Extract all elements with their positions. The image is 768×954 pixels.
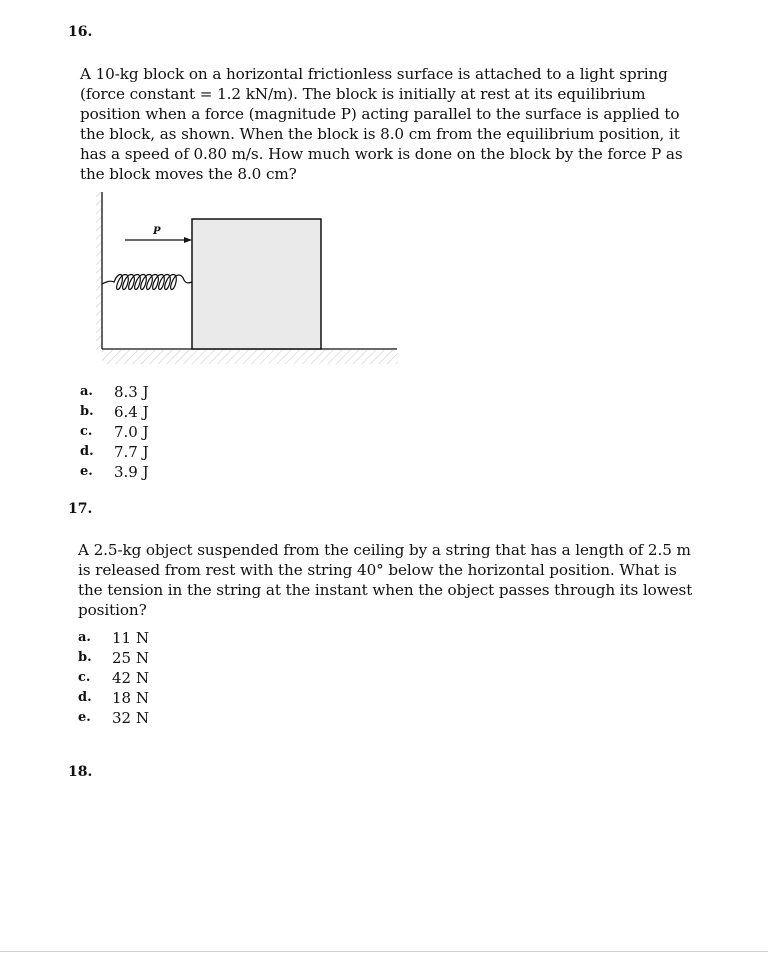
floor-hatching (102, 350, 398, 364)
choice-letter: b. (80, 404, 94, 419)
choice-value: 6.4 J (114, 403, 149, 421)
force-arrow-head (184, 237, 192, 243)
question-text-line: (force constant = 1.2 kN/m). The block is initially at rest at its equilibrium (80, 85, 646, 103)
question-text (80, 64, 683, 184)
question-text-line: is released from rest with the string 40° below the horizontal position. What is (78, 561, 677, 579)
choice-value: 32 N (112, 709, 149, 727)
choice-letter: e. (78, 710, 91, 725)
question-text-line: A 2.5-kg object suspended from the ceiling by a string that has a length of 2.5 m (78, 541, 691, 559)
page-bottom-divider (0, 951, 768, 952)
question-text (78, 540, 692, 620)
choice-letter: a. (78, 630, 91, 645)
choice-value: 11 N (112, 629, 149, 647)
choice-value: 8.3 J (114, 383, 149, 401)
question-number: 16. (68, 24, 93, 40)
choice-value: 25 N (112, 649, 149, 667)
question-text-line: the block moves the 8.0 cm? (80, 165, 297, 183)
choice-value: 7.0 J (114, 423, 149, 441)
choice-letter: c. (80, 424, 93, 439)
choice-value: 7.7 J (114, 443, 149, 461)
question-text-line: position when a force (magnitude P) acting parallel to the surface is applied to (80, 105, 680, 123)
choice-value: 42 N (112, 669, 149, 687)
force-label: P (153, 226, 161, 237)
question-number: 18. (68, 764, 93, 780)
choice-letter: b. (78, 650, 92, 665)
question-number: 17. (68, 501, 93, 517)
choice-letter: d. (78, 690, 92, 705)
choice-value: 3.9 J (114, 463, 149, 481)
choice-letter: c. (78, 670, 91, 685)
question-text-line: position? (78, 601, 147, 619)
choice-letter: e. (80, 464, 93, 479)
block (192, 219, 321, 349)
wall-hatching (96, 192, 102, 352)
choice-letter: d. (80, 444, 94, 459)
spring (102, 275, 192, 290)
choice-letter: a. (80, 384, 93, 399)
spring-block-figure (96, 188, 406, 374)
choice-value: 18 N (112, 689, 149, 707)
question-text-line: the tension in the string at the instant when the object passes through its lowest (78, 581, 693, 599)
question-text-line: the block, as shown. When the block is 8.0 cm from the equilibrium position, it (80, 125, 680, 143)
question-text-line: A 10-kg block on a horizontal frictionless surface is attached to a light spring (80, 65, 668, 83)
question-text-line: has a speed of 0.80 m/s. How much work is done on the block by the force P as (80, 145, 683, 163)
